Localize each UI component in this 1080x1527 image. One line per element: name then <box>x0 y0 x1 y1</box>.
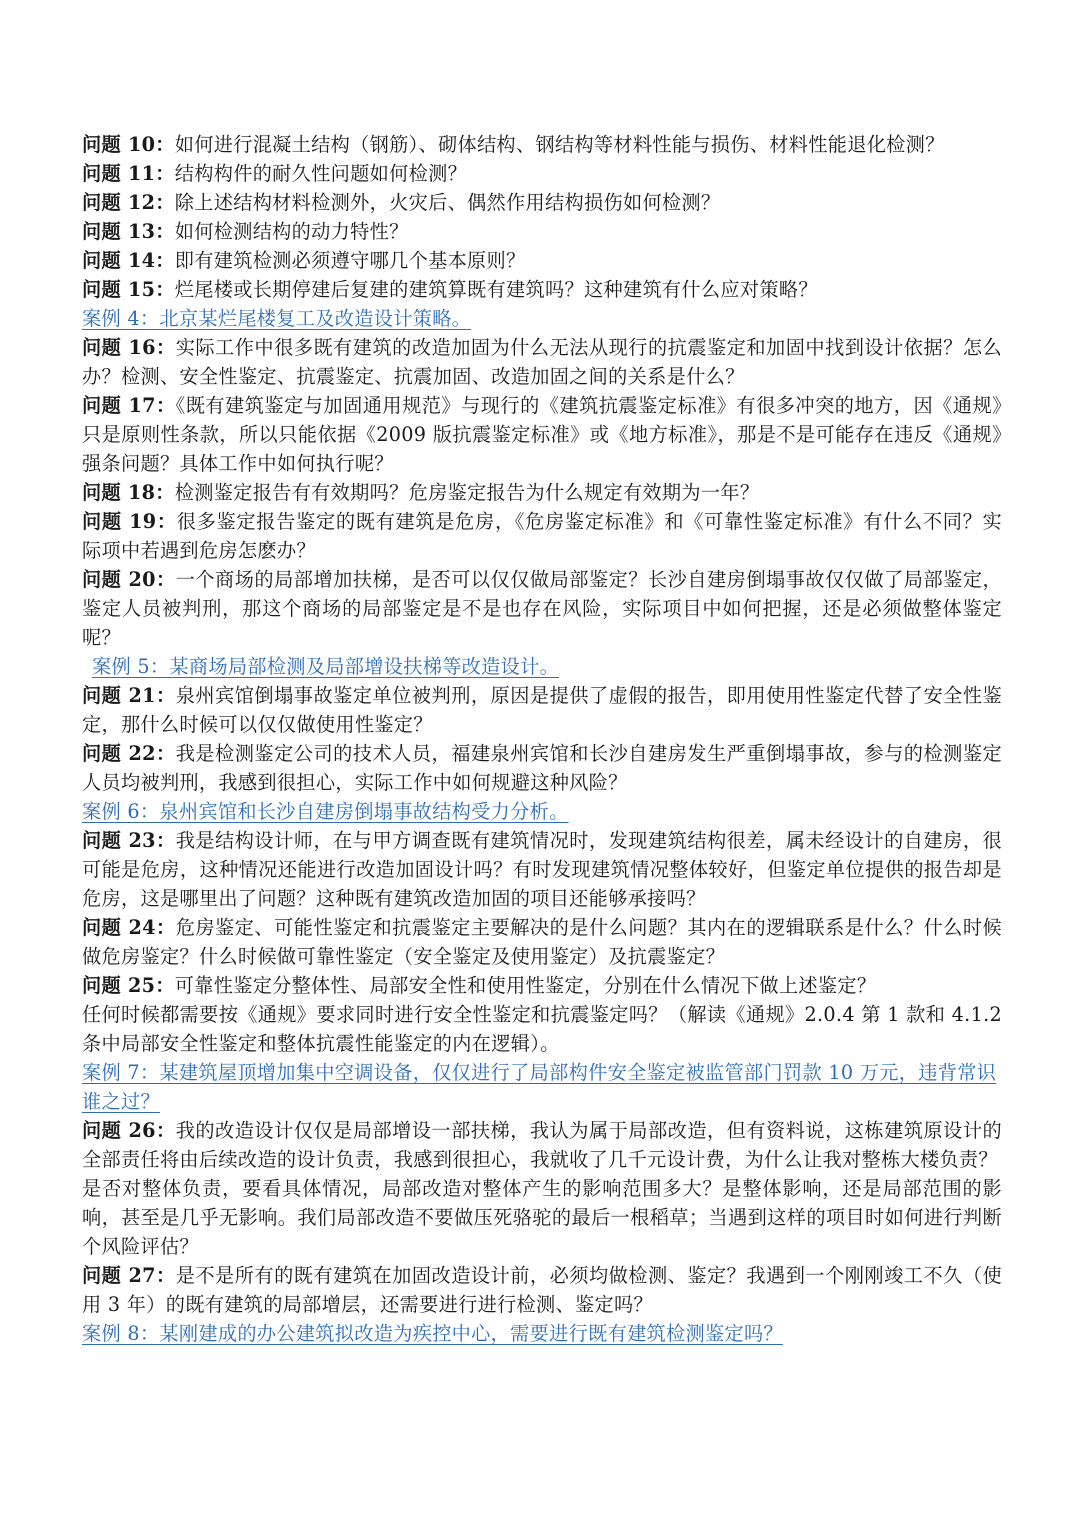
question-label: 问题 15： <box>82 278 175 301</box>
case-6-link[interactable]: 案例 6：泉州宾馆和长沙自建房倒塌事故结构受力分析。 <box>82 800 569 823</box>
question-21 <box>82 681 1002 739</box>
question-text: 是不是所有的既有建筑在加固改造设计前，必须均做检测、鉴定？我遇到一个刚刚竣工不久（使用 3 年）的既有建筑的局部增层，还需要进行进行检测、鉴定吗？ <box>82 1264 1002 1316</box>
question-24 <box>82 913 1002 971</box>
question-16 <box>82 333 1002 391</box>
case-8-link[interactable]: 案例 8：某刚建成的办公建筑拟改造为疾控中心，需要进行既有建筑检测鉴定吗？ <box>82 1322 783 1345</box>
question-label: 问题 14： <box>82 249 175 272</box>
question-10 <box>82 130 1002 159</box>
question-text: 除上述结构材料检测外，火灾后、偶然作用结构损伤如何检测？ <box>174 191 721 214</box>
question-text: 如何进行混凝土结构（钢筋）、砌体结构、钢结构等材料性能与损伤、材料性能退化检测？ <box>174 133 945 156</box>
question-26 <box>82 1116 1002 1174</box>
question-14 <box>82 246 1002 275</box>
question-text: 如何检测结构的动力特性？ <box>174 220 409 243</box>
question-label: 问题 21： <box>82 684 176 707</box>
question-label: 问题 17： <box>82 394 176 417</box>
question-text: 我的改造设计仅仅是局部增设一部扶梯，我认为属于局部改造，但有资料说，这栋建筑原设计的全部责任将由后续改造的设计负责，我感到很担心，我就收了几千元设计费，为什么让我对整栋大楼负责？ <box>82 1119 1002 1171</box>
question-12 <box>82 188 1002 217</box>
question-label: 问题 23： <box>82 829 176 852</box>
question-27 <box>82 1261 1002 1319</box>
question-label: 问题 27： <box>82 1264 176 1287</box>
question-11 <box>82 159 1002 188</box>
question-text: 实际工作中很多既有建筑的改造加固为什么无法从现行的抗震鉴定和加固中找到设计依据？怎么办？检测、安全性鉴定、抗震鉴定、抗震加固、改造加固之间的关系是什么？ <box>82 336 1002 388</box>
question-20 <box>82 565 1002 652</box>
case-7-link[interactable]: 案例 7：某建筑屋顶增加集中空调设备，仅仅进行了局部构件安全鉴定被监管部门罚款 10 万元，违背常识谁之过？ <box>82 1061 997 1113</box>
question-label: 问题 20： <box>82 568 176 591</box>
question-text: 很多鉴定报告鉴定的既有建筑是危房，《危房鉴定标准》和《可靠性鉴定标准》有什么不同？实际项中若遇到危房怎麽办？ <box>82 510 1003 562</box>
question-label: 问题 12： <box>82 191 175 214</box>
question-text: 可靠性鉴定分整体性、局部安全性和使用性鉴定，分别在什么情况下做上述鉴定？ <box>174 974 877 997</box>
question-text: 我是检测鉴定公司的技术人员，福建泉州宾馆和长沙自建房发生严重倒塌事故，参与的检测鉴定人员均被判刑，我感到很担心，实际工作中如何规避这种风险？ <box>82 742 1002 794</box>
question-label: 问题 18： <box>82 481 175 504</box>
question-text: 烂尾楼或长期停建后复建的建筑算既有建筑吗？这种建筑有什么应对策略？ <box>174 278 818 301</box>
question-text: 泉州宾馆倒塌事故鉴定单位被判刑，原因是提供了虚假的报告，即用使用性鉴定代替了安全性鉴定，那什么时候可以仅仅做使用性鉴定？ <box>82 684 1002 736</box>
question-23 <box>82 826 1002 913</box>
question-label: 问题 10： <box>82 133 175 156</box>
question-17 <box>82 391 1002 478</box>
question-label: 问题 22： <box>82 742 176 765</box>
case-4-link[interactable]: 案例 4：北京某烂尾楼复工及改造设计策略。 <box>82 307 472 330</box>
question-text: 一个商场的局部增加扶梯，是否可以仅仅做局部鉴定？长沙自建房倒塌事故仅仅做了局部鉴定，鉴定人员被判刑，那这个商场的局部鉴定是不是也存在风险，实际项目中如何把握，还是必须做整体鉴定呢？ <box>82 568 1002 649</box>
question-18 <box>82 478 1002 507</box>
question-label: 问题 11： <box>82 162 175 185</box>
question-label: 问题 16： <box>82 336 176 359</box>
question-label: 问题 13： <box>82 220 175 243</box>
question-label: 问题 19： <box>82 510 177 533</box>
case-5-link[interactable]: 案例 5：某商场局部检测及局部增设扶梯等改造设计。 <box>92 655 560 678</box>
question-text: 危房鉴定、可能性鉴定和抗震鉴定主要解决的是什么问题？其内在的逻辑联系是什么？什么时候做危房鉴定？什么时候做可靠性鉴定（安全鉴定及使用鉴定）及抗震鉴定？ <box>82 916 1002 968</box>
question-label: 问题 25： <box>82 974 175 997</box>
question-22 <box>82 739 1002 797</box>
question-text: 我是结构设计师，在与甲方调查既有建筑情况时，发现建筑结构很差，属未经设计的自建房，很可能是危房，这种情况还能进行改造加固设计吗？有时发现建筑情况整体较好，但鉴定单位提供的报告却是危房，这是哪里出了问题？这种既有建筑改造加固的项目还能够承接吗？ <box>82 829 1002 910</box>
question-label: 问题 26： <box>82 1119 176 1142</box>
question-text: 即有建筑检测必须遵守哪几个基本原则？ <box>174 249 526 272</box>
question-text: 结构构件的耐久性问题如何检测？ <box>174 162 468 185</box>
document-page <box>82 130 1002 1348</box>
question-label: 问题 24： <box>82 916 176 939</box>
question-19 <box>82 507 1002 565</box>
question-text: 检测鉴定报告有有效期吗？危房鉴定报告为什么规定有效期为一年？ <box>174 481 760 504</box>
question-15 <box>82 275 1002 304</box>
question-26-note: 是否对整体负责，要看具体情况，局部改造对整体产生的影响范围多大？是整体影响，还是局部范围的影响，甚至是几乎无影响。我们局部改造不要做压死骆驼的最后一根稻草；当遇到这样的项目时如何进行判断个风险评估？ <box>82 1177 1002 1258</box>
question-13 <box>82 217 1002 246</box>
question-25-note: 任何时候都需要按《通规》要求同时进行安全性鉴定和抗震鉴定吗？（解读《通规》2.0.4 第 1 款和 4.1.2 条中局部安全性鉴定和整体抗震性能鉴定的内在逻辑）。 <box>82 1003 1002 1055</box>
question-text: 《既有建筑鉴定与加固通用规范》与现行的《建筑抗震鉴定标准》有很多冲突的地方，因《通规》只是原则性条款，所以只能依据《2009 版抗震鉴定标准》或《地方标准》，那是不是可能存在违反《通规》强条问题？具体工作中如何执行呢？ <box>82 394 1002 475</box>
question-25 <box>82 971 1002 1000</box>
